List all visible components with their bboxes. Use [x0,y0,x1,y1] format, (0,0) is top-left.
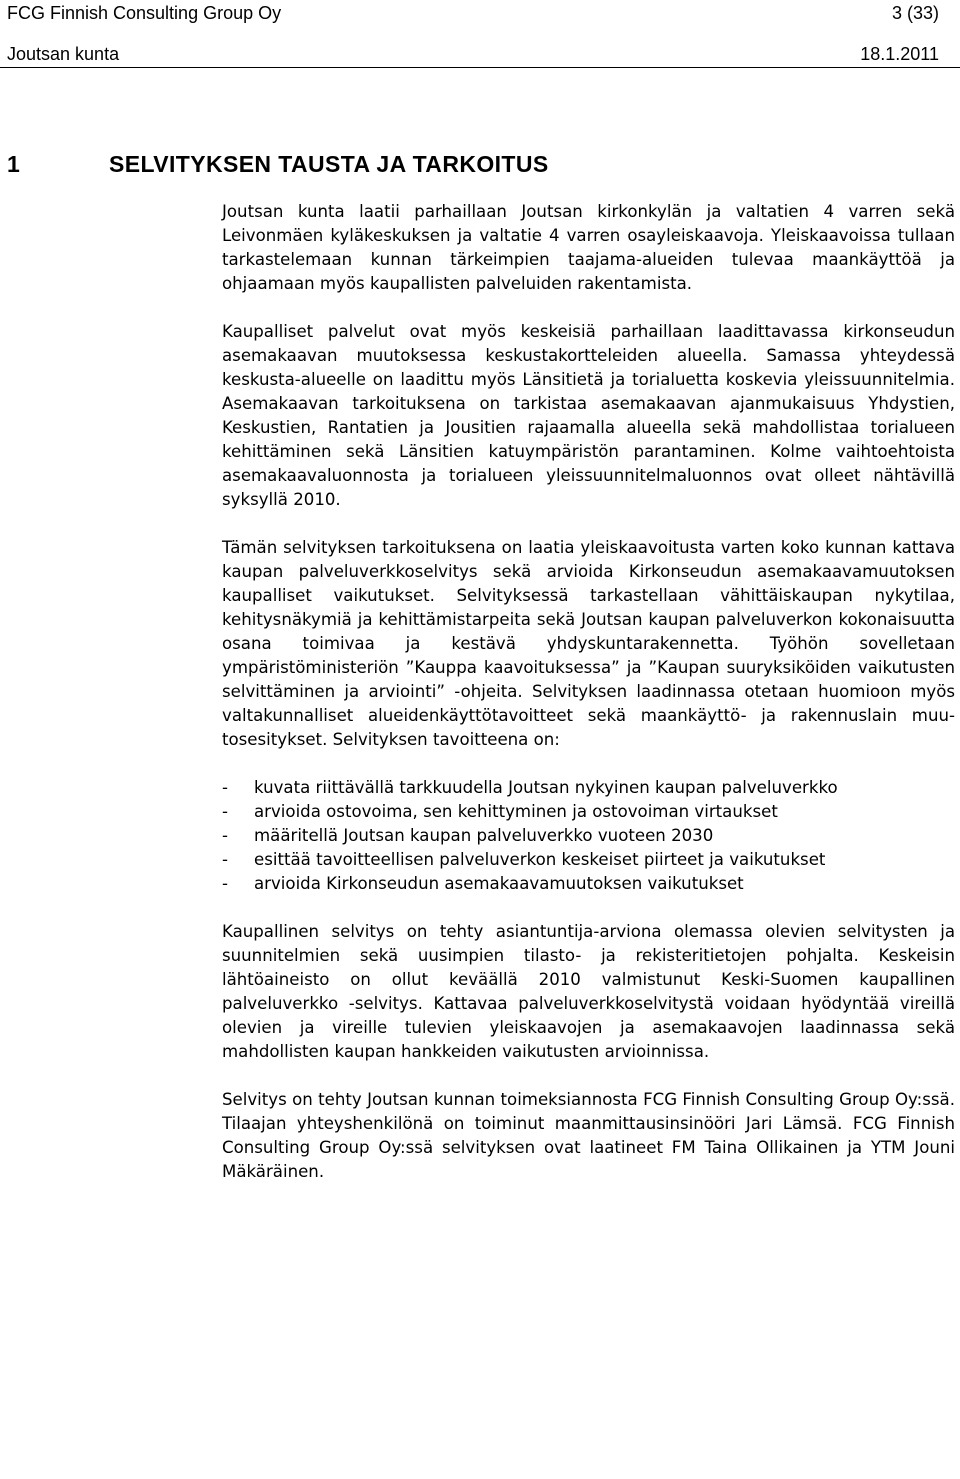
paragraph: Selvitys on tehty Joutsan kunnan toimeksiannosta FCG Finnish Consulting Group Oy:ssä. Tilaajan yhteyshenkilönä on toiminut maanmittausinsinööri Jari Lämsä. FCG Finnish Consulting Group Oy:ssä selvityksen ovat laatineet FM Taina Ollikainen ja YTM Jouni Mäkäräinen. [222,1090,955,1181]
header-page-number: 3 (33) [891,3,939,23]
list-item [222,824,955,848]
header-client: Joutsan kunta [7,44,120,64]
list-item [222,800,955,824]
list-item-text: määritellä Joutsan kaupan palveluverkko vuoteen 2030 [254,826,714,845]
bullet-marker: - [222,778,228,797]
bullet-marker: - [222,826,228,845]
list-item [222,872,955,896]
bullet-marker: - [222,850,228,869]
section-heading [7,150,549,178]
list-item-text: esittää tavoitteellisen palveluverkon keskeiset piirteet ja vaikutukset [254,850,826,869]
header-company: FCG Finnish Consulting Group Oy [7,3,282,23]
list-item-text: kuvata riittävällä tarkkuudella Joutsan nykyinen kaupan palveluverkko [254,778,838,797]
list-item [222,848,955,872]
bullet-marker: - [222,802,228,821]
list-item-text: arvioida ostovoima, sen kehittyminen ja ostovoiman virtaukset [254,802,778,821]
paragraph: Tämän selvityksen tarkoituksena on laatia yleiskaavoitusta varten koko kunnan kattava kaupan palveluverkkoselvitys sekä arvioida Kirkonseudun asemakaavamuutoksen kaupalliset vaikutukset. Selvityksessä tarkastellaan vähittäiskaupan nykytilaa, kehitysnäkymiä ja kehittämistarpeita sekä Joutsan kaupan palveluverkon kokonaisuutta osana toimivaa ja kestävä yhdyskuntarakennetta. Työhön sovelletaan ympäristöministeriön ”Kauppa kaavoituksessa” ja ”Kaupan suuryksiköiden vaikutusten selvittäminen ja arviointi” -ohjeita. Selvityksen laadinnassa otetaan huomioon myös valtakunnalliset alueidenkäyttötavoitteet sekä maankäyttö- ja rakennuslain muutosesitykset. Selvityksen tavoitteena on: [222,538,955,749]
section-body [222,200,955,1208]
paragraph: Joutsan kunta laatii parhaillaan Joutsan kirkonkylän ja valtatien 4 varren sekä Leivonmäen kyläkeskuksen ja valtatie 4 varren osayleiskaavoja. Yleiskaavoissa tullaan tarkastelemaan kunnan tärkeimpien taajama-alueiden tulevaa maankäyttöä ja ohjaamaan myös kaupallisten palveluiden rakentamista. [222,202,955,293]
header-row-2 [7,43,939,65]
paragraph: Kaupallinen selvitys on tehty asiantuntija-arviona olemassa olevien selvitysten ja suunnitelmien sekä uusimpien tilasto- ja rekisteritietojen pohjalta. Keskeisin lähtöaineisto on ollut keväällä 2010 valmistunut Keski-Suomen kaupallinen palveluverkko -selvitys. Kattavaa palveluverkkoselvitystä voidaan hyödyntää vireillä olevien ja vireille tulevien yleiskaavojen ja asemakaavojen laadinnassa sekä mahdollisten kaupan hankkeiden vaikutusten arvioinnissa. [222,922,955,1061]
list-item-text: arvioida Kirkonseudun asemakaavamuutoksen vaikutukset [254,874,744,893]
header-row-1 [7,2,939,24]
header-divider [0,67,960,68]
objectives-list [222,776,955,896]
paragraph: Kaupalliset palvelut ovat myös keskeisiä parhaillaan laadittavassa kirkonseudun asemakaavan muutoksessa keskustakortteleiden alueella. Samassa yhteydessä keskusta-alueelle on laadittu myös Länsitietä ja torialuetta koskevia yleissuunnitelmia. Asemakaavan tarkoituksena on tarkistaa asemakaavan ajanmukaisuus Yhdystien, Keskustien, Rantatien ja Jousitien rajaamalla alueella sekä mahdollistaa torialueen kehittäminen sekä Länsitien katuympäristön parantaminen. Kolme vaihtoehtoista asemakaavaluonnosta ja torialueen yleissuunnitelmaluonnos ovat olleet nähtävillä syksyllä 2010. [222,322,955,509]
list-item [222,776,955,800]
bullet-marker: - [222,874,228,893]
section-number: 1 [7,151,21,177]
section-title: SELVITYKSEN TAUSTA JA TARKOITUS [109,151,549,177]
header-date: 18.1.2011 [860,44,939,64]
